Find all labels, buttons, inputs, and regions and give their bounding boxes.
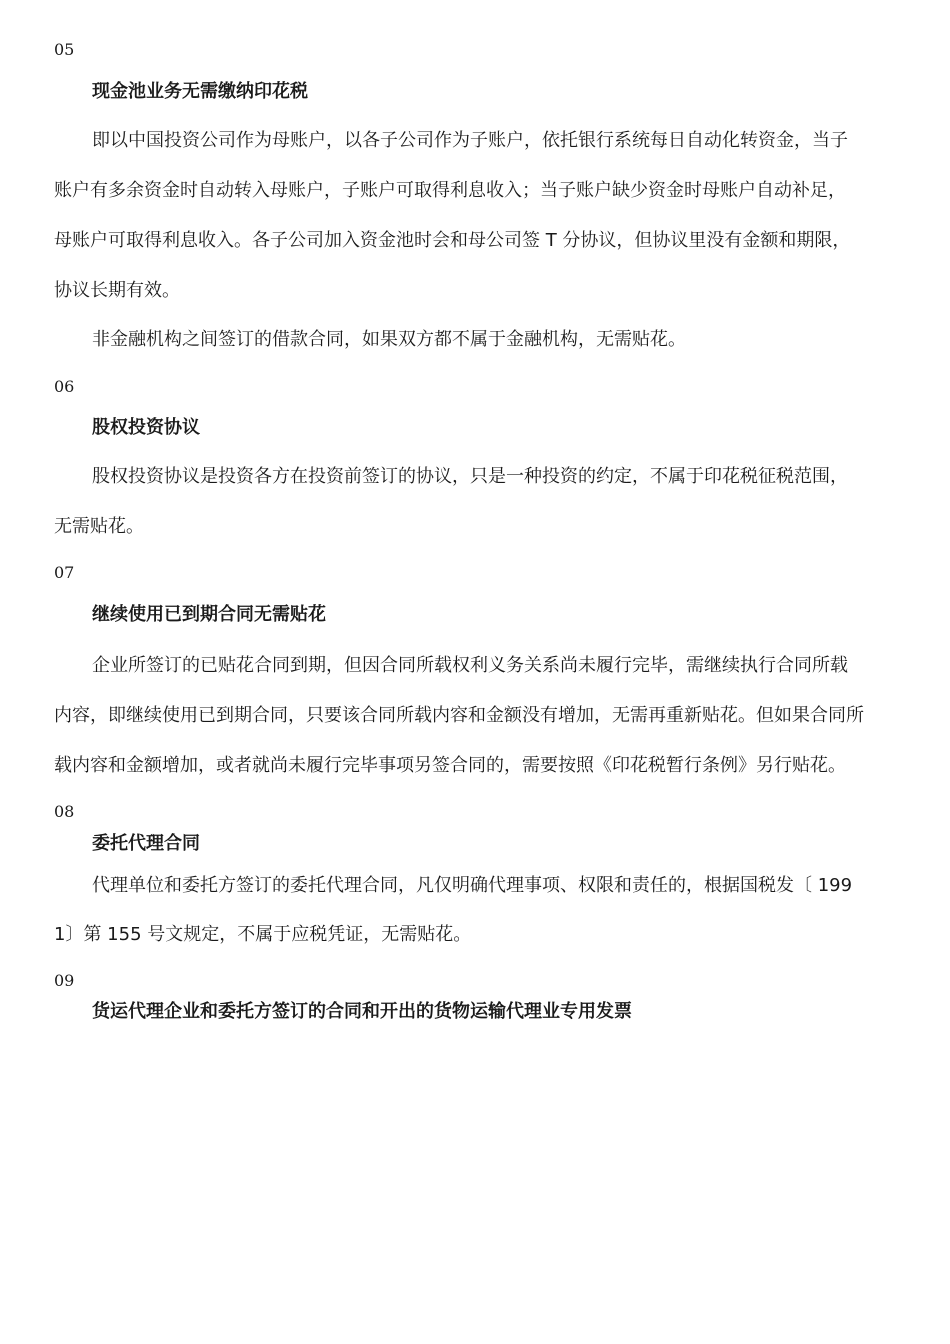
paragraph-line: 内容，即继续使用已到期合同，只要该合同所载内容和金额没有增加，无需再重新贴花。但如果合同所 [54,705,864,726]
paragraph-line: 母账户可取得利息收入。各子公司加入资金池时会和母公司签 T 分协议，但协议里没有金额和期限， [54,230,851,251]
section-number: 08 [54,802,75,821]
paragraph-line: 非金融机构之间签订的借款合同，如果双方都不属于金融机构，无需贴花。 [92,329,686,350]
paragraph-line: 企业所签订的已贴花合同到期，但因合同所载权利义务关系尚未履行完毕，需继续执行合同所载 [92,655,848,676]
section-number: 06 [54,377,75,396]
paragraph-line: 代理单位和委托方签订的委托代理合同，凡仅明确代理事项、权限和责任的，根据国税发〔 199 [92,875,853,896]
section-number: 07 [54,563,75,582]
section-heading: 现金池业务无需缴纳印花税 [92,81,308,102]
paragraph-line: 协议长期有效。 [54,280,180,301]
paragraph-line: 股权投资协议是投资各方在投资前签订的协议，只是一种投资的约定，不属于印花税征税范围， [92,466,848,487]
paragraph-line: 无需贴花。 [54,516,144,537]
section-heading: 委托代理合同 [92,833,200,854]
section-heading: 股权投资协议 [92,417,200,438]
section-heading: 货运代理企业和委托方签订的合同和开出的货物运输代理业专用发票 [92,1001,632,1022]
paragraph-line: 1〕第 155 号文规定，不属于应税凭证，无需贴花。 [54,924,472,945]
paragraph-line: 即以中国投资公司作为母账户，以各子公司作为子账户，依托银行系统每日自动化转资金，当子 [92,130,848,151]
paragraph-line: 账户有多余资金时自动转入母账户，子账户可取得利息收入；当子账户缺少资金时母账户自动补足， [54,180,846,201]
section-number: 05 [54,40,75,59]
paragraph-line: 载内容和金额增加，或者就尚未履行完毕事项另签合同的，需要按照《印花税暂行条例》另行贴花。 [54,755,846,776]
section-number: 09 [54,971,75,990]
section-heading: 继续使用已到期合同无需贴花 [92,604,326,625]
